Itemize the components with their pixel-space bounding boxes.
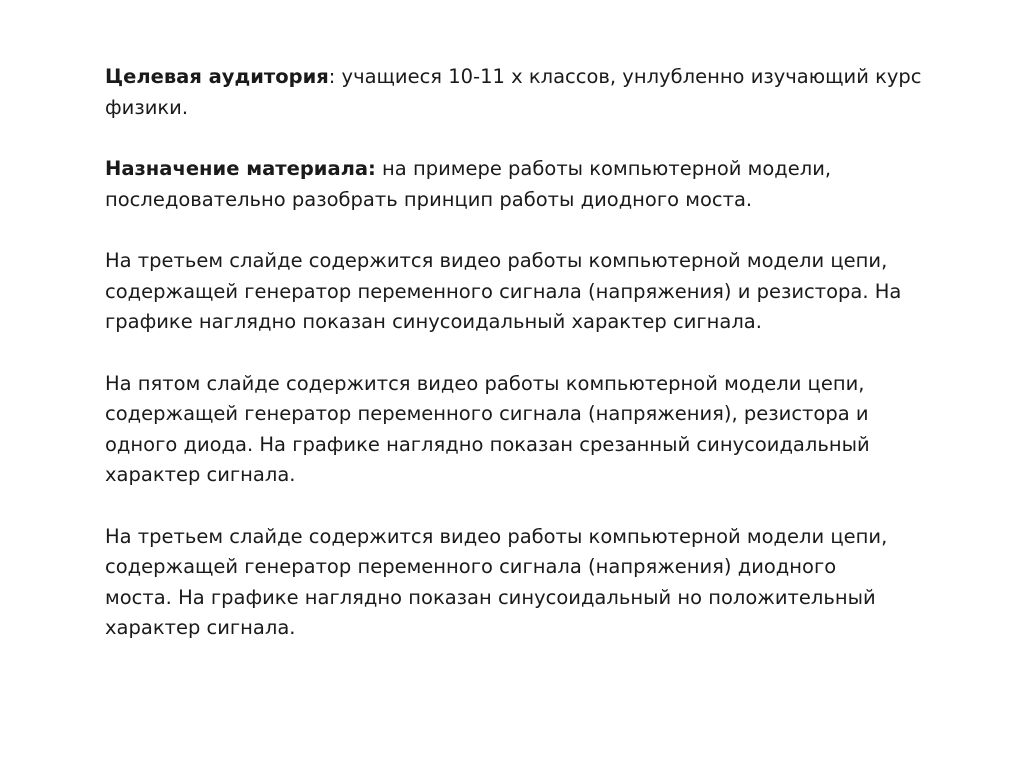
slide3b-line: характер сигнала.: [105, 616, 296, 639]
audience-line-2: физики.: [105, 95, 189, 119]
purpose-text: на примере работы компьютерной модели,: [375, 157, 832, 180]
slide3-line: содержащей генератор переменного сигнала (напряжения) и резистора. На: [105, 279, 902, 303]
slide3b-paragraph: [105, 522, 975, 644]
audience-line-1: [105, 62, 975, 93]
purpose-paragraph: [105, 154, 975, 215]
slide5-paragraph: [105, 369, 975, 491]
slide5-line: одного диода. На графике наглядно показан срезанный синусоидальный: [105, 432, 870, 456]
slide3-line: На третьем слайде содержится видео работы компьютерной модели цепи,: [105, 249, 888, 272]
slide5-line: На пятом слайде содержится видео работы компьютерной модели цепи,: [105, 371, 865, 395]
slide3b-line: содержащей генератор переменного сигнала (напряжения) диодного: [105, 555, 837, 578]
audience-paragraph: [105, 62, 975, 123]
notes-text: [105, 62, 975, 675]
audience-label: Целевая аудитория: [105, 65, 329, 88]
slide3b-line: На третьем слайде содержится видео работы компьютерной модели цепи,: [105, 524, 888, 548]
purpose-line-2: последовательно разобрать принцип работы диодного моста.: [105, 187, 753, 211]
slide5-line: содержащей генератор переменного сигнала (напряжения), резистора и: [105, 402, 869, 425]
slide3-paragraph: [105, 246, 975, 338]
audience-text: : учащиеся 10-11 х классов, унлубленно изучающий курс: [328, 65, 922, 88]
slide3-line: графике наглядно показан синусоидальный характер сигнала.: [105, 310, 762, 333]
slide3b-line: моста. На графике наглядно показан синусоидальный но положительный: [105, 585, 876, 609]
purpose-label: Назначение материала:: [105, 157, 376, 180]
purpose-line-1: [105, 154, 975, 185]
slide5-line: характер сигнала.: [105, 463, 296, 486]
